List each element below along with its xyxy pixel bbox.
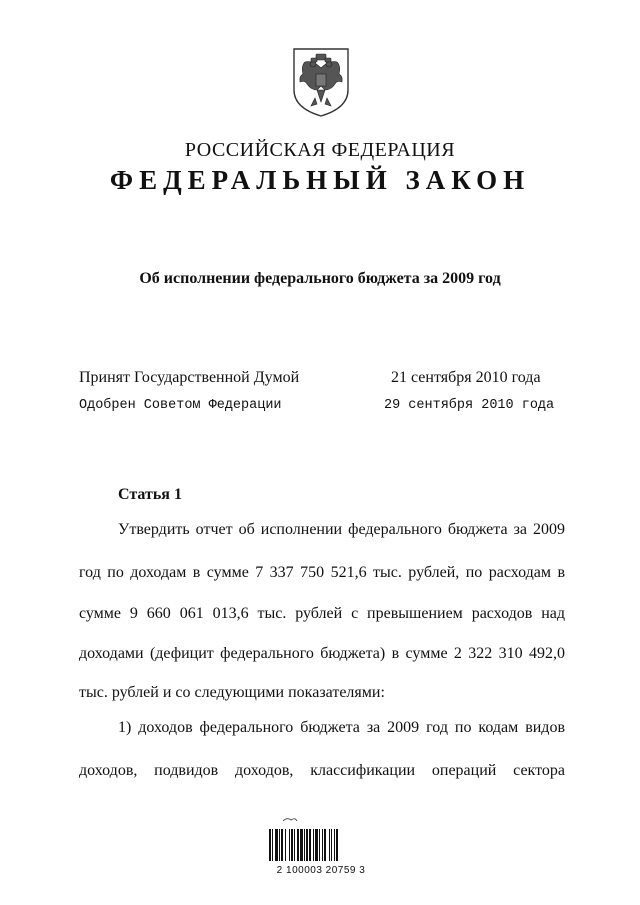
barcode-bar: [315, 829, 318, 861]
barcode-bar: [272, 829, 273, 861]
barcode-bar: [269, 829, 271, 861]
law-title: Об исполнении федерального бюджета за 2009 год: [139, 270, 501, 287]
barcode-bar: [289, 829, 290, 861]
country-name: РОССИЙСКАЯ ФЕДЕРАЦИЯ: [184, 139, 456, 161]
article-line: 1) доходов федерального бюджета за 2009 год по кодам видов: [118, 719, 565, 736]
barcode-bar: [304, 829, 305, 861]
document-type: ФЕДЕРАЛЬНЫЙ ЗАКОН: [109, 165, 531, 195]
barcode-number: 2 100003 20759 3: [276, 865, 366, 876]
double-headed-eagle-emblem-icon: [291, 46, 351, 118]
barcode-bar: [322, 829, 323, 861]
barcode-bar: [297, 829, 299, 861]
barcode-bar: [281, 829, 283, 861]
barcode-bar: [334, 829, 335, 861]
barcode-bar: [294, 829, 295, 861]
barcode-bar: [291, 829, 293, 861]
article-line: доходов, подвидов доходов, классификации операций сектора: [79, 762, 565, 779]
barcode-bar: [285, 829, 286, 861]
article-line: тыс. рублей и со следующими показателями:: [79, 684, 385, 701]
barcode-bar: [331, 829, 332, 861]
article-line: доходами (дефицит федерального бюджета) в сумме 2 322 310 492,0: [79, 645, 565, 662]
barcode-bar: [329, 829, 330, 861]
article-line: сумме 9 660 061 013,6 тыс. рублей с превышением расходов над: [79, 605, 565, 622]
article-line: Утвердить отчет об исполнении федерального бюджета за 2009: [118, 521, 565, 538]
barcode-bar: [336, 829, 338, 861]
article-heading: Статья 1: [118, 486, 182, 503]
approved-by-council-label: Одобрен Советом Федерации: [79, 398, 282, 413]
adopted-by-duma-label: Принят Государственной Думой: [79, 369, 300, 386]
barcode-bar: [306, 829, 308, 861]
barcode-bar: [279, 829, 280, 861]
article-line: год по доходам в сумме 7 337 750 521,6 тыс. рублей, по расходам в: [79, 564, 565, 581]
barcode-bar: [309, 829, 311, 861]
adopted-by-duma-date: 21 сентября 2010 года: [391, 369, 541, 386]
barcode-bar: [300, 829, 303, 861]
barcode-icon: [265, 817, 377, 865]
barcode-bar: [275, 829, 278, 861]
barcode: [265, 817, 377, 897]
barcode-bar: [324, 829, 326, 861]
barcode-bar: [313, 829, 314, 861]
barcode-bar: [319, 829, 320, 861]
approved-by-council-date: 29 сентября 2010 года: [384, 398, 555, 413]
